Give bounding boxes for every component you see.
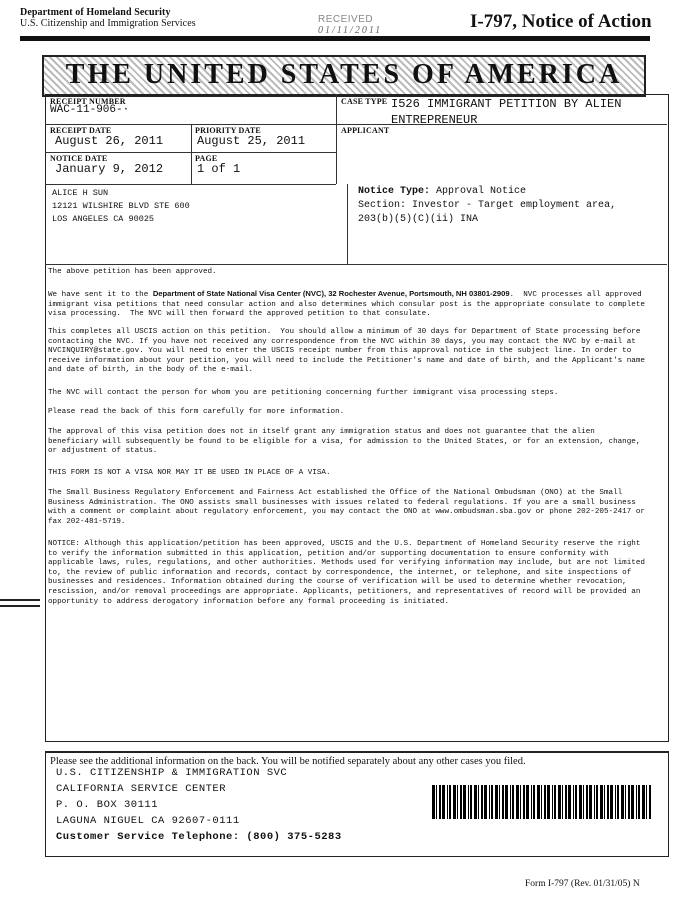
divider-vertical-top	[336, 94, 337, 184]
page-value: 1 of 1	[197, 162, 241, 176]
return-line-3: P. O. BOX 30111	[56, 799, 159, 811]
notice-date-label: NOTICE DATE	[50, 154, 108, 163]
barcode-bar	[621, 785, 624, 819]
receipt-number-label: RECEIPT NUMBER	[50, 97, 126, 106]
divider-row3	[45, 184, 336, 185]
body-paragraph-3: This completes all USCIS action on this petition. You should allow a minimum of 30 days for Department of State processing before contacting the NVC. If you have not received any correspondence from the NVC within 30 days, you may contact the NVC by e-mail at NVCINQUIRY@state.gov. You will need to enter the USCIS receipt number from this approval notice in the subject line. In order to receive information about your petition, you will need to include the Petitioner's name and date of birth, and the Applicant's name and date of birth, in the body of the e-mail.	[48, 328, 650, 375]
barcode-bar	[586, 785, 588, 819]
case-type-label: CASE TYPE	[341, 97, 388, 106]
barcode-bar	[604, 785, 605, 819]
barcode-bar	[484, 785, 487, 819]
body-paragraph-2	[48, 289, 648, 320]
priority-date-label: PRIORITY DATE	[195, 126, 261, 135]
barcode-bar	[533, 785, 535, 819]
divider-body	[45, 264, 667, 265]
barcode-bar	[544, 785, 546, 819]
received-stamp	[318, 14, 382, 36]
barcode-bar	[512, 785, 514, 819]
barcode-bar	[558, 785, 561, 819]
applicant-label: APPLICANT	[341, 126, 390, 135]
addressee-name: ALICE H SUN	[52, 188, 109, 198]
barcode-bar	[436, 785, 437, 819]
barcode-bar	[610, 785, 613, 819]
notice-date-value: January 9, 2012	[55, 162, 164, 176]
case-type-value: I526 IMMIGRANT PETITION BY ALIEN ENTREPRENEUR	[391, 97, 622, 127]
barcode-bar	[575, 785, 577, 819]
barcode-bar	[636, 785, 637, 819]
nvc-address: Department of State National Visa Center (NVC), 32 Rochester Avenue, Portsmouth, NH 03801-2909	[152, 289, 510, 298]
section-label: Section:	[358, 200, 407, 211]
barcode-bar	[439, 785, 441, 819]
return-line-4: LAGUNA NIGUEL CA 92607-0111	[56, 815, 240, 827]
barcode-bar	[470, 785, 472, 819]
barcode-bar	[453, 785, 456, 819]
barcode-bar	[491, 785, 493, 819]
customer-service-phone: Customer Service Telephone: (800) 375-5283	[56, 831, 342, 843]
received-stamp-label: RECEIVED	[318, 14, 374, 25]
body-paragraph-5: Please read the back of this form carefully for more information.	[48, 408, 345, 416]
barcode-bar	[468, 785, 469, 819]
margin-marker	[0, 598, 40, 608]
body-paragraph-8: The Small Business Regulatory Enforcement and Fairness Act established the Office of the National Ombudsman (ONO) at the Small Business Administration. The ONO assists small businesses with issues related to federal regulations. If you are a small business with a comment or complaint about regulatory enforcement, you may contact the ONO at www.ombudsman.sba.gov or phone 202-205-2417 or fax 202-481-5719.	[48, 489, 650, 526]
barcode-bar	[579, 785, 582, 819]
barcode-bar	[531, 785, 532, 819]
barcode-bar	[589, 785, 592, 819]
barcode-bar	[457, 785, 458, 819]
barcode-bar	[449, 785, 451, 819]
barcode-bar	[583, 785, 584, 819]
body-paragraph-6: The approval of this visa petition does not in itself grant any immigration status and does not guarantee that the alien beneficiary will subsequently be found to be eligible for a visa, for admission to the United States, or for an extension, change, or adjustment of status.	[48, 428, 645, 456]
section-value: Investor - Target employment area, 203(b)(5)(C)(ii) INA	[358, 200, 617, 225]
receipt-date-value: August 26, 2011	[55, 134, 164, 148]
barcode-bar	[554, 785, 556, 819]
barcode-bar	[568, 785, 571, 819]
barcode-bar	[481, 785, 483, 819]
body-paragraph-1: The above petition has been approved.	[48, 268, 217, 276]
barcode	[432, 785, 654, 819]
barcode-bar	[594, 785, 595, 819]
barcode-bar	[547, 785, 550, 819]
page-label: PAGE	[195, 154, 218, 163]
addressee-street: 12121 WILSHIRE BLVD STE 600	[52, 201, 190, 211]
notice-type-label: Notice Type:	[358, 186, 431, 197]
agency-header	[20, 7, 196, 29]
barcode-bar	[596, 785, 598, 819]
barcode-bar	[541, 785, 542, 819]
agency-name: U.S. Citizenship and Immigration Services	[20, 18, 196, 29]
barcode-bar	[442, 785, 445, 819]
notice-type-value: Approval Notice	[436, 186, 527, 197]
receipt-number-value: WAC-11-906-·	[50, 104, 130, 116]
barcode-bar	[646, 785, 647, 819]
return-line-2: CALIFORNIA SERVICE CENTER	[56, 783, 227, 795]
divider-vertical-notice	[347, 184, 348, 264]
barcode-bar	[520, 785, 521, 819]
barcode-bar	[526, 785, 529, 819]
body-paragraph-2-intro: We have sent it to the	[48, 291, 153, 299]
barcode-bar	[523, 785, 525, 819]
barcode-bar	[552, 785, 553, 819]
barcode-bar	[631, 785, 634, 819]
barcode-bar	[516, 785, 519, 819]
barcode-bar	[537, 785, 540, 819]
barcode-bar	[499, 785, 500, 819]
barcode-bar	[573, 785, 574, 819]
form-number: Form I-797 (Rev. 01/31/05) N	[525, 879, 640, 889]
barcode-bar	[489, 785, 490, 819]
barcode-bar	[615, 785, 616, 819]
barcode-bar	[495, 785, 498, 819]
body-paragraph-2-rest: . NVC processes all approved immigrant visa petitions that need consular action and also determines which consular post is the appropriate consulate to complete visa processing. The NVC will then forward the approved petition to that consulate.	[48, 291, 650, 319]
body-paragraph-7: THIS FORM IS NOT A VISA NOR MAY IT BE USED IN PLACE OF A VISA.	[48, 469, 331, 477]
barcode-bar	[478, 785, 479, 819]
barcode-bar	[460, 785, 462, 819]
return-line-1: U.S. CITIZENSHIP & IMMIGRATION SVC	[56, 767, 288, 779]
barcode-bar	[463, 785, 466, 819]
barcode-bar	[638, 785, 640, 819]
body-paragraph-4: The NVC will contact the person for whom you are petitioning concerning further immigrant visa processing steps.	[48, 389, 559, 397]
barcode-bar	[607, 785, 609, 819]
received-stamp-date: 01/11/2011	[318, 25, 383, 36]
barcode-bar	[502, 785, 504, 819]
banner-text: THE UNITED STATES OF AMERICA	[65, 59, 623, 90]
barcode-bar	[649, 785, 651, 819]
barcode-bar	[432, 785, 435, 819]
form-title: I-797, Notice of Action	[470, 11, 652, 32]
department-name: Department of Homeland Security	[20, 7, 171, 18]
body-paragraph-9: NOTICE: Although this application/petition has been approved, USCIS and the U.S. Department of Homeland Security reserve the right to verify the information submitted in this application, petition and/or supporting documentation to ensure conformity with applicable laws, rules, regulations, and other authorities. Methods used for verifying information may include, but are not limited to, the review of public information and records, contact by correspondence, the internet, or telephone, and site inspections of businesses and residences. Information obtained during the course of verification will be used to determine whether revocation, rescission, and/or removal proceedings are appropriate. Applicants, petitioners, and representatives of record will be provided an opportunity to address derogatory information before any formal proceeding is initiated.	[48, 540, 650, 606]
barcode-bar	[562, 785, 563, 819]
barcode-bar	[642, 785, 645, 819]
barcode-bar	[628, 785, 630, 819]
barcode-bar	[600, 785, 603, 819]
notice-type-block	[358, 185, 658, 227]
barcode-bar	[617, 785, 619, 819]
barcode-bar	[447, 785, 448, 819]
addressee-block	[52, 187, 190, 226]
divider-vertical-mid	[191, 124, 192, 184]
header-rule	[20, 36, 650, 41]
barcode-bar	[510, 785, 511, 819]
usa-banner	[42, 55, 646, 97]
addressee-city: LOS ANGELES CA 90025	[52, 214, 155, 224]
priority-date-value: August 25, 2011	[197, 134, 306, 148]
barcode-bar	[565, 785, 567, 819]
additional-info-message: Please see the additional information on the back. You will be notified separately about any other cases you filed.	[50, 756, 526, 767]
barcode-bar	[505, 785, 508, 819]
receipt-date-label: RECEIPT DATE	[50, 126, 112, 135]
barcode-bar	[474, 785, 477, 819]
barcode-bar	[625, 785, 626, 819]
